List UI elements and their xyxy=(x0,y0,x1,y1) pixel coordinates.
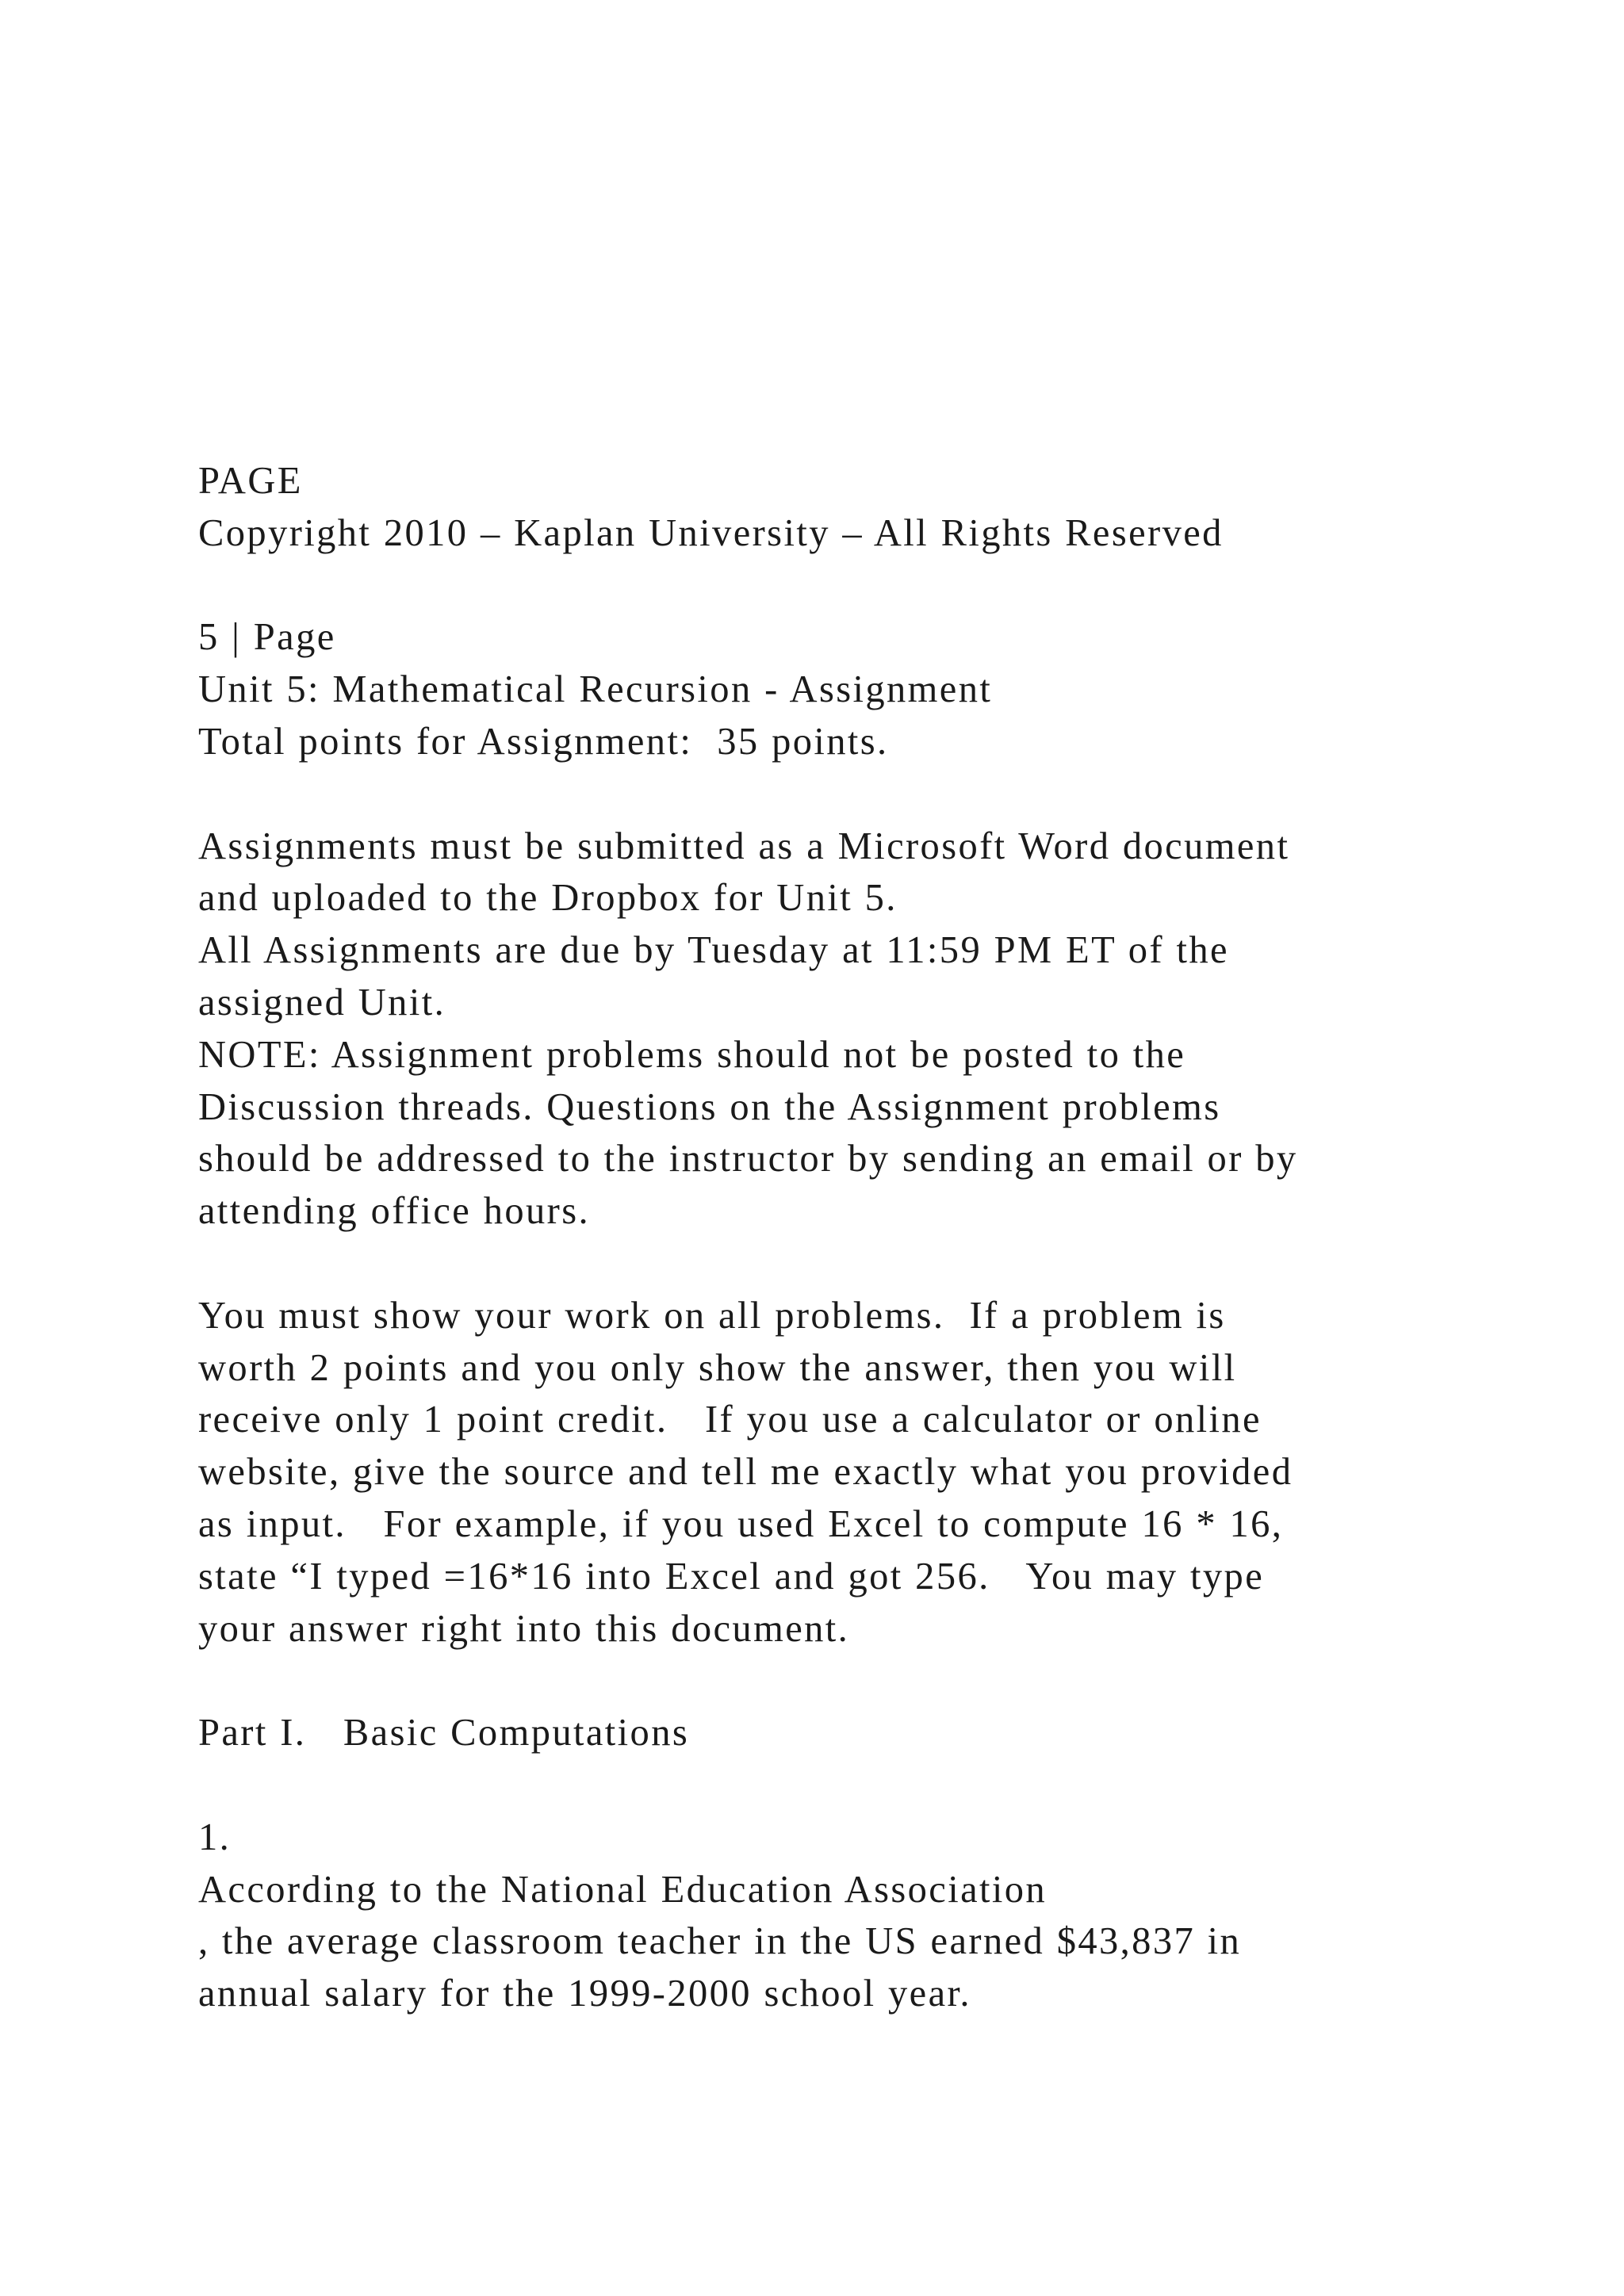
spacer xyxy=(198,768,1451,821)
instructions-line: All Assignments are due by Tuesday at 11:59 PM ET of the xyxy=(198,929,1229,972)
assignment-title: Unit 5: Mathematical Recursion - Assignment xyxy=(198,668,993,711)
question-line: annual salary for the 1999-2000 school year. xyxy=(198,1973,971,2015)
spacer xyxy=(198,560,1451,612)
copyright-line: Copyright 2010 – Kaplan University – All Rights Reserved xyxy=(198,511,1224,554)
work-policy-paragraph xyxy=(198,1290,1451,1655)
question-line: According to the National Education Association xyxy=(198,1868,1048,1911)
instructions-line: should be addressed to the instructor by sending an email or by xyxy=(198,1138,1298,1181)
question-line: , the average classroom teacher in the US earned $43,837 in xyxy=(198,1920,1242,1963)
instructions-line: NOTE: Assignment problems should not be posted to the xyxy=(198,1033,1186,1076)
instructions-paragraph xyxy=(198,821,1451,1238)
work-policy-line: You must show your work on all problems. If a problem is xyxy=(198,1294,1226,1337)
work-policy-line: as input. For example, if you used Excel to compute 16 * 16, xyxy=(198,1502,1284,1545)
document-body xyxy=(198,455,1451,2020)
question-number: 1. xyxy=(198,1816,232,1858)
work-policy-line: receive only 1 point credit. If you use a calculator or online xyxy=(198,1399,1262,1441)
spacer xyxy=(198,1238,1451,1290)
instructions-line: and uploaded to the Dropbox for Unit 5. xyxy=(198,877,898,920)
page-field-code: PAGE xyxy=(198,460,303,502)
page-label: 5 | Page xyxy=(198,616,336,659)
work-policy-line: your answer right into this document. xyxy=(198,1607,850,1650)
instructions-line: Assignments must be submitted as a Microsoft Word document xyxy=(198,825,1290,867)
work-policy-line: website, give the source and tell me exactly what you provided xyxy=(198,1451,1293,1494)
instructions-line: attending office hours. xyxy=(198,1190,591,1233)
question-text xyxy=(198,1864,1451,2020)
spacer xyxy=(198,1759,1451,1812)
total-points: Total points for Assignment: 35 points. xyxy=(198,720,889,763)
spacer xyxy=(198,1655,1451,1707)
part-heading: Part I. Basic Computations xyxy=(198,1712,690,1755)
instructions-line: assigned Unit. xyxy=(198,981,446,1024)
work-policy-line: state “I typed =16*16 into Excel and got 256. You may type xyxy=(198,1555,1265,1598)
instructions-line: Discussion threads. Questions on the Assignment problems xyxy=(198,1085,1221,1128)
work-policy-line: worth 2 points and you only show the answer, then you will xyxy=(198,1346,1237,1389)
